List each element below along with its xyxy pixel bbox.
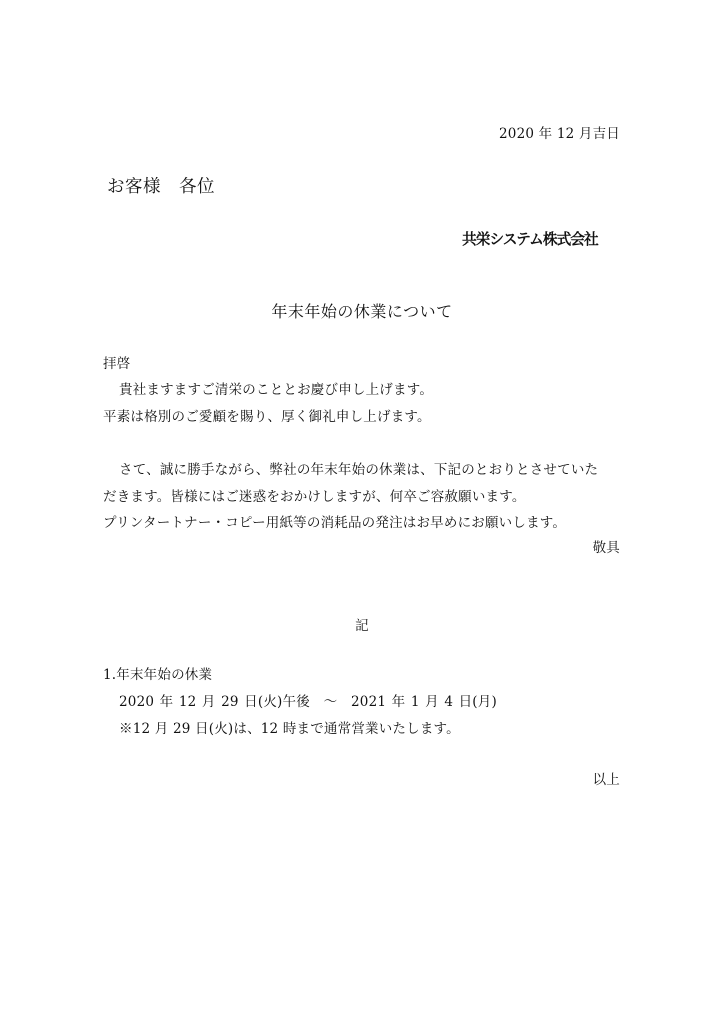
body-line: さて、誠に勝手ながら、弊社の年末年始の休業は、下記のとおりとさせていた [119,462,599,478]
holiday-note: ※12 月 29 日(火)は、12 時まで通常営業いたします。 [119,721,460,737]
salutation-closing: 敬具 [592,540,620,556]
body-line: 平素は格別のご愛顧を賜り、厚く御礼申し上げます。 [103,409,431,425]
ki-heading: 記 [355,618,369,634]
holiday-period: 2020 年 12 月 29 日(火)午後 ～ 2021 年 1 月 4 日(月) [119,694,497,710]
end-mark: 以上 [592,772,620,788]
holiday-section-heading: 1.年末年始の休業 [103,667,213,683]
body-line: 貴社ますますご清栄のこととお慶び申し上げます。 [119,382,434,398]
company-logo-text: 共栄システム株式会社 [462,230,598,248]
recipient-line: お客様 各位 [107,177,215,197]
body-line: プリンタートナー・コピー用紙等の消耗品の発注はお早めにお願いします。 [103,515,567,531]
document-title: 年末年始の休業について [271,302,453,321]
document-date: 2020 年 12 月吉日 [498,126,620,142]
salutation-opening: 拝啓 [103,356,131,372]
body-line: だきます。皆様にはご迷惑をおかけしますが、何卒ご容赦願います。 [103,489,526,505]
